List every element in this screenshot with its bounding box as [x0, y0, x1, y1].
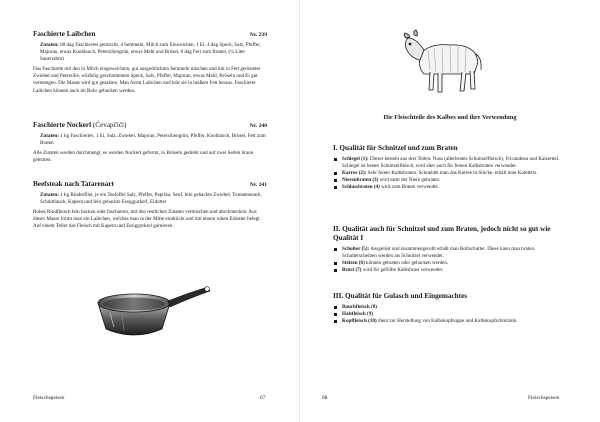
- recipe-number: Nr. 241: [249, 182, 267, 188]
- section-heading: III. Qualität für Gulasch und Eingemachtes: [333, 292, 468, 300]
- recipe-title: Faschierte Laibchen: [33, 30, 96, 38]
- list-item: [333, 170, 569, 177]
- recipe-instructions: Das Faschierte mit den in Milch eingeweichten, gut ausgedrückten Semmeln mischen und mit in Fett gerösteter Zwiebel und Petersilie, würfelig geschnittenem Speck, Salz, Pfeffer, Majoran, etwas Mehl, Bröseln und Ei gut vermengen. Die Masse wird gut gesalzen. Man formt Laibchen und brät sie in heißem Fett heraus. Faschierte Laibchen können auch im Rohr gebacken werden.: [33, 66, 261, 94]
- ingredients-label: Zutaten:: [40, 192, 59, 198]
- cut-description: wird samt der Niere gebraten.: [378, 177, 441, 183]
- right-page-title: Die Fleischteile des Kalbes und ihre Verwendung: [383, 114, 517, 121]
- quality-section-3: [333, 292, 569, 325]
- cut-name: Bauchfleisch (8): [342, 304, 377, 310]
- recipe-title-sub: (Ćevapčići): [92, 121, 127, 129]
- quality-section-2: [333, 225, 569, 274]
- recipe-faschierte-laibchen: [33, 30, 267, 95]
- recipe-header: [33, 121, 267, 129]
- recipe-number: Nr. 239: [249, 32, 267, 38]
- cut-name: Halsfleisch (9): [342, 311, 373, 317]
- recipe-ingredients: [40, 192, 267, 206]
- recipe-ingredients: [40, 42, 267, 63]
- quality-section-1: [333, 144, 569, 191]
- recipe-faschierte-nockerl: [33, 121, 267, 164]
- cut-description: Ausgelöst und zusammengerollt erhält man Rollschulter. Diese kann man braten. Schulterscheiben werden als Schnitzel verwendet.: [342, 246, 536, 259]
- cut-description: Sehr feiner Kalbsbraten. Schneidet man das Karree in Stücke, erhält man Koteletts.: [366, 170, 538, 176]
- cut-name: Schulter (5):: [342, 246, 370, 252]
- footer-section-label: Fleischspeisen: [33, 395, 65, 401]
- recipe-number: Nr. 240: [249, 123, 267, 129]
- recipe-title: [33, 121, 126, 129]
- cut-description: Dieser besteht aus drei Teilen: Nuss (allerbestes Schnitzelfleisch), Fricandeau und Kaiserteil. Schlegel ist bestes Schnitzelfleisch, wird aber auch für feinen Kalbsbraten verwendet.: [342, 156, 560, 169]
- recipe-title: Beefsteak nach Tatarenart: [33, 180, 114, 188]
- list-item: [333, 260, 569, 267]
- cut-description: wird für gefüllte Kalbsbrust verwendet.: [361, 267, 444, 273]
- list-item: [333, 177, 569, 184]
- cut-name: Kopffleisch (10): [342, 318, 377, 324]
- page-number: 67: [260, 395, 266, 401]
- cut-name: Schlegel (1):: [342, 156, 369, 162]
- list-item: [333, 156, 569, 170]
- meat-cut-list: [333, 246, 569, 274]
- cut-description: dient zur Herstellung von Kalbskopfsuppe und Kalbskopfschnitzeln.: [376, 318, 518, 324]
- recipe-header: [33, 180, 267, 188]
- cut-name: Stelzen (6): [342, 260, 365, 266]
- list-item: [333, 311, 569, 318]
- recipe-header: [33, 30, 267, 38]
- frying-pan-illustration: [92, 283, 212, 343]
- recipe-ingredients: [40, 133, 267, 147]
- page-number: 68: [322, 395, 328, 401]
- cut-name: Karree (2):: [342, 170, 367, 176]
- cut-name: Brust (7): [342, 267, 362, 273]
- recipe-title-main: Faschierte Nockerl: [33, 121, 92, 129]
- cut-description: wird zum Braten verwendet.: [379, 184, 440, 190]
- recipe-beefsteak-tatar: [33, 180, 267, 230]
- recipe-instructions: Alle Zutaten werden durchmengt, es werden Nockerl geformt, in Bröseln gedreht und auf zwei Seiten braun gebraten.: [33, 150, 254, 164]
- section-heading: I. Qualität für Schnitzel und zum Braten: [333, 144, 458, 152]
- cut-name: Schlussbraten (4): [342, 184, 380, 190]
- cut-name: Nierenbraten (3): [342, 177, 379, 183]
- ingredients-text: 1 kg Rinderfilet, je ein Teelöffel Salz, Pfeffer, Paprika, Senf, fein gehackte Zwiebel, Tomatenmark, Schnittlauch, Kapern und fein gehackte Essiggurkerl, Eidotter: [40, 192, 262, 206]
- list-item: [333, 184, 569, 191]
- meat-cut-list: [333, 304, 569, 325]
- recipe-instructions: Rohes Rindfleisch fein hacken oder faschieren, mit den restlichen Zutaten vermischen und abschmecken. Aus dieser Masse formt man ein Laibchen, welches man in der Mitte eindrückt und mit einem rohen Eidotter belegt. Auf einem Teller das Fleisch mit Kapern und Essiggurkerl garnieren.: [33, 209, 261, 230]
- meat-cut-list: [333, 156, 569, 191]
- ingredients-text: 1 kg Faschiertes, 1 Ei, Salz, Zwiebel, Majoran, Petersiliengrün, Pfeffer, Knoblauch, Brösel, Fett zum Braten: [40, 133, 266, 147]
- list-item: [333, 246, 569, 260]
- list-item: [333, 318, 569, 325]
- ingredients-label: Zutaten:: [40, 133, 59, 139]
- footer-section-label: Fleischspeisen: [528, 395, 560, 401]
- list-item: [333, 304, 569, 311]
- cut-description: können gebraten oder gebacken werden.: [364, 260, 449, 266]
- section-heading: II. Qualität auch für Schnitzel und zum Braten, jedoch nicht so gut wie Qualität I: [333, 225, 551, 242]
- calf-illustration: [402, 28, 488, 98]
- ingredients-label: Zutaten:: [40, 42, 59, 48]
- list-item: [333, 267, 569, 274]
- ingredients-text: 80 dag Faschiertes gemischt, 4 Semmeln, Milch zum Einweichen, 1 Ei, 4 dag Speck, Salz, Pfeffer, Majoran, etwas Knoblauch, Petersiliengrün, etwas Mehl und Brösel, 6 dag Fett zum Braten, (¼ Liter Sauerrahm): [40, 42, 261, 63]
